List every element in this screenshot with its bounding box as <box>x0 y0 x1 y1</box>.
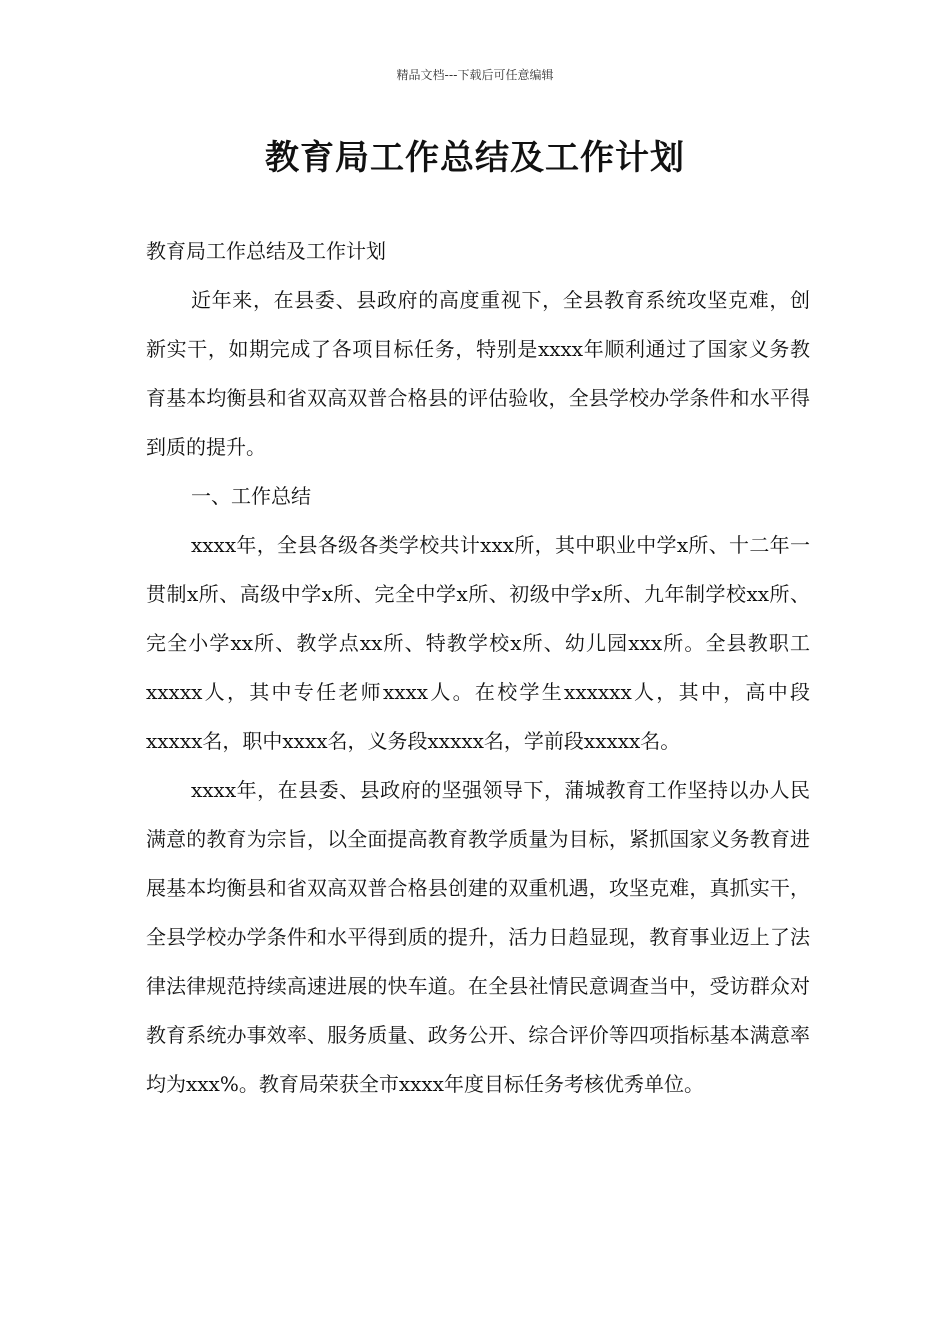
paragraph-intro: 近年来，在县委、县政府的高度重视下，全县教育系统攻坚克难，创新实干，如期完成了各项目标任务，特别是xxxx年顺利通过了国家义务教育基本均衡县和省双高双普合格县的评估验收，全县学校办学条件和水平得到质的提升。 <box>146 288 810 459</box>
section-heading-work-summary: 一、工作总结 <box>191 484 311 508</box>
paragraph-school-statistics: xxxx年，全县各级各类学校共计xxx所，其中职业中学x所、十二年一贯制x所、高级中学x所、完全中学x所、初级中学x所、九年制学校xx所、完全小学xx所、教学点xx所、特教学校x所、幼儿园xxx所。全县教职工xxxxx人，其中专任老师xxxx人。在校学生xxxxxx人，其中，高中段xxxxx名，职中xxxx名，义务段xxxxx名，学前段xxxxx名。 <box>146 533 810 753</box>
paragraph-achievements: xxxx年，在县委、县政府的坚强领导下，蒲城教育工作坚持以办人民满意的教育为宗旨，以全面提高教育教学质量为目标，紧抓国家义务教育进展基本均衡县和省双高双普合格县创建的双重机遇，攻坚克难，真抓实干，全县学校办学条件和水平得到质的提升，活力日趋显现，教育事业迈上了法律法律规范持续高速进展的快车道。在全县社情民意调查当中，受访群众对教育系统办事效率、服务质量、政务公开、综合评价等四项指标基本满意率均为xxx%。教育局荣获全市xxxx年度目标任务考核优秀单位。 <box>146 778 810 1096</box>
paragraph-subtitle: 教育局工作总结及工作计划 <box>146 239 386 263</box>
page-header-note: 精品文档---下载后可任意编辑 <box>396 68 554 82</box>
document-body <box>146 227 810 1109</box>
document-title: 教育局工作总结及工作计划 <box>265 138 685 178</box>
